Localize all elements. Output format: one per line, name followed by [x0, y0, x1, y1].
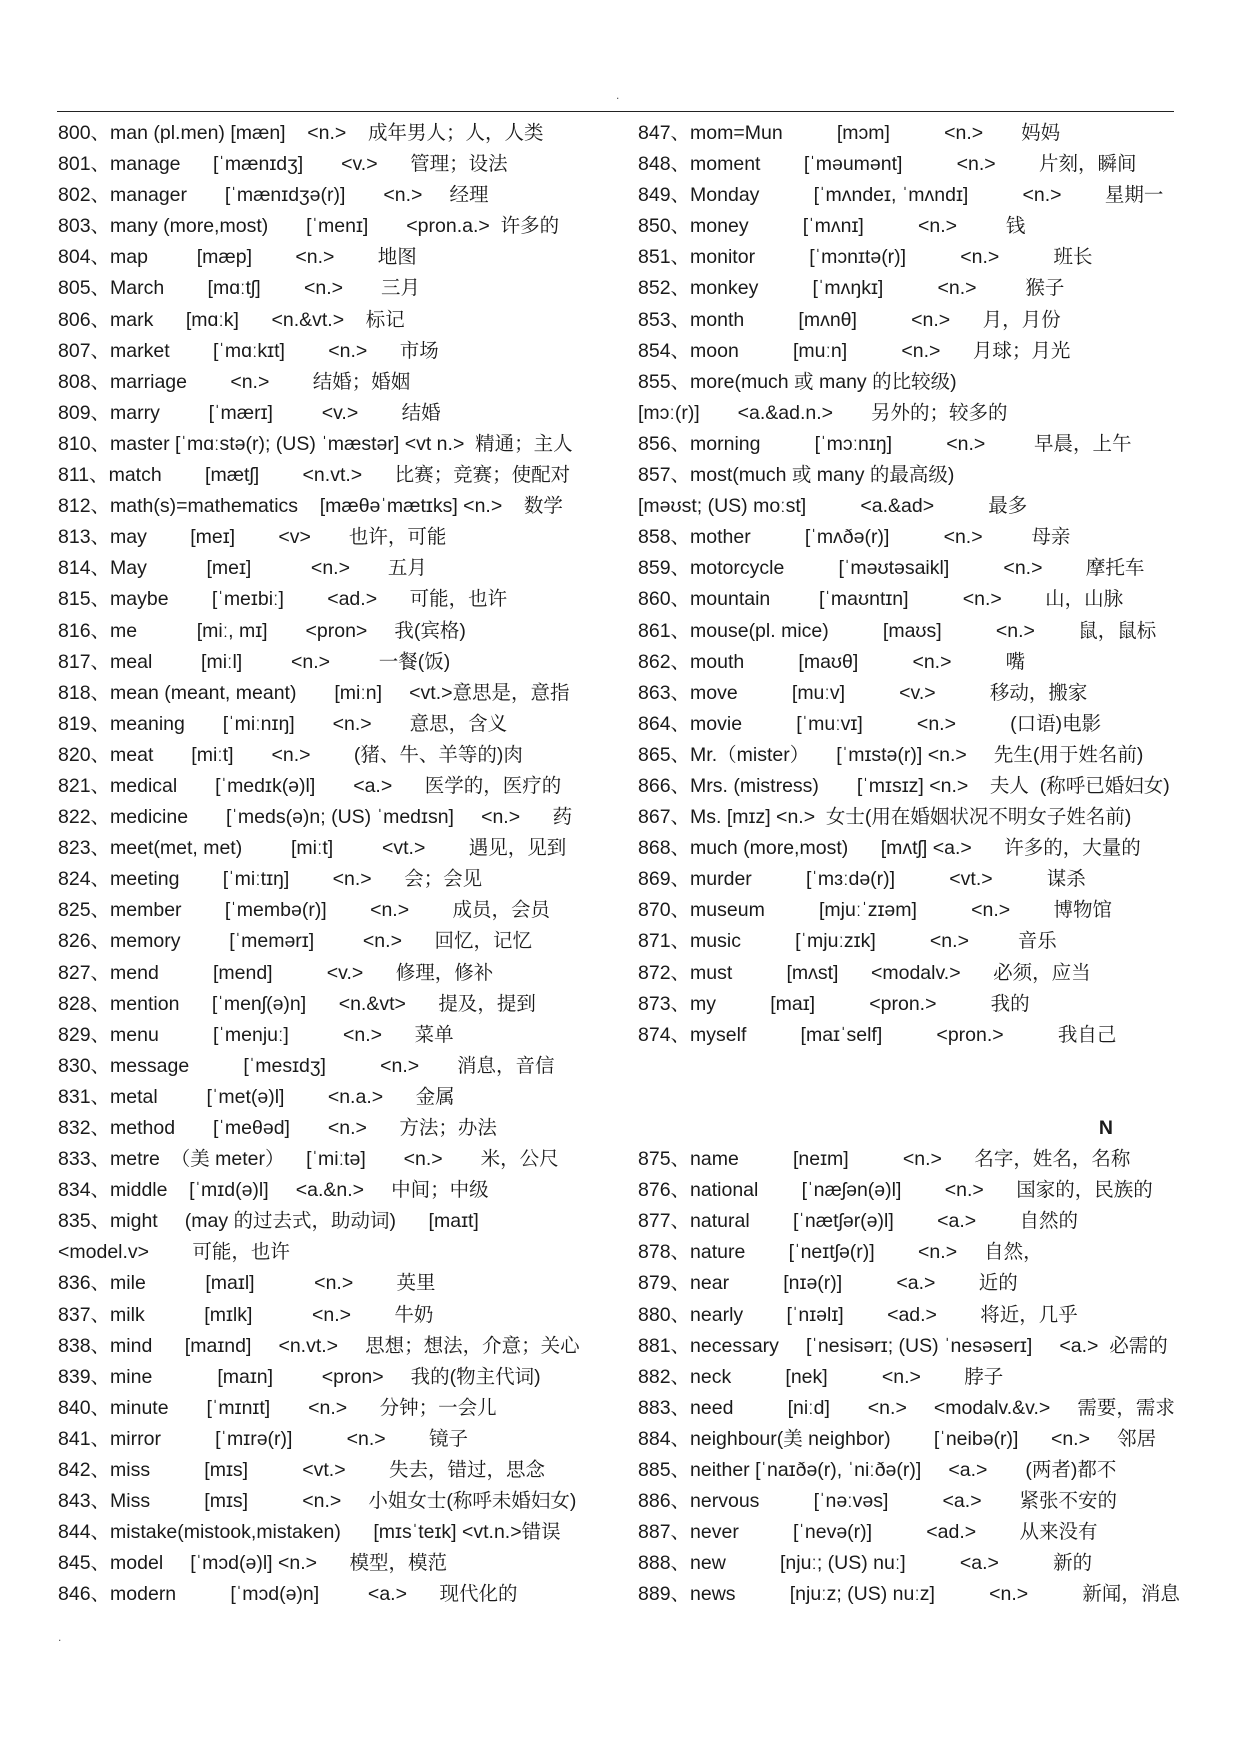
vocab-entry-text: 855、more(much 或 many 的比较级): [638, 370, 957, 393]
vocab-entry: [638, 771, 1198, 802]
vocab-entry-text: 821、medical [ˈmedɪk(ə)l] <a.> 医学的，医疗的: [58, 774, 562, 797]
vocab-entry: [638, 553, 1198, 584]
vocab-entry: [58, 1113, 618, 1144]
vocab-entry-text: 807、market [ˈmɑːkɪt] <n.> 市场: [58, 339, 439, 362]
vocab-entry-text: 802、manager [ˈmænɪdʒə(r)] <n.> 经理: [58, 184, 489, 207]
vocab-entry: [58, 771, 618, 802]
vocab-entry: [638, 926, 1198, 957]
vocab-entry-text: 878、nature [ˈneɪtʃə(r)] <n.> 自然，: [638, 1241, 1043, 1264]
vocab-entry: [638, 1051, 1198, 1082]
vocab-entry-text: 800、man (pl.men) [mæn] <n.> 成年男人；人，人类: [58, 122, 544, 144]
vocab-entry-text: 862、mouth [maʊθ] <n.> 嘴: [638, 650, 1026, 673]
vocab-entry-text: 870、museum [mjuːˈzɪəm] <n.> 博物馆: [638, 899, 1112, 922]
vocab-entry: [58, 305, 618, 336]
vocab-entry-text: 814、May [meɪ] <n.> 五月: [58, 557, 427, 580]
vocab-entry: [638, 1237, 1198, 1268]
vocab-entry-text: 835、might (may 的过去式，助动词) [maɪt]: [58, 1210, 479, 1233]
vocab-entry: [638, 1300, 1198, 1331]
vocab-entry: [58, 1206, 618, 1237]
vocab-entry-text: 871、music [ˈmjuːzɪk] <n.> 音乐: [638, 930, 1057, 953]
vocab-entry-text: 818、mean (meant, meant) [miːn] <vt.>意思是，意指: [58, 681, 570, 704]
vocab-entry-text: 830、message [ˈmesɪdʒ] <n.> 消息，音信: [58, 1054, 555, 1077]
vocab-entry-text: 832、method [ˈmeθəd] <n.> 方法；办法: [58, 1117, 497, 1139]
vocab-entry-text: 880、nearly [ˈnɪəlɪ] <ad.> 将近，几乎: [638, 1303, 1078, 1326]
vocab-entry-text: <model.v> 可能，也许: [58, 1241, 290, 1264]
vocab-entry-text: 887、never [ˈnevə(r)] <ad.> 从来没有: [638, 1521, 1098, 1544]
vocab-entry-text: 808、marriage <n.> 结婚；婚姻: [58, 370, 411, 393]
vocab-entry: [638, 989, 1198, 1020]
vocab-entry: [58, 553, 618, 584]
vocab-entry-text: 852、monkey [ˈmʌŋkɪ] <n.> 猴子: [638, 277, 1065, 300]
vocab-entry-text: 863、move [muːv] <v.> 移动，搬家: [638, 681, 1088, 704]
header-rule: [57, 111, 1174, 112]
vocab-entry: [638, 895, 1198, 926]
vocab-entry: [638, 709, 1198, 740]
vocab-entry-text: 842、miss [mɪs] <vt.> 失去，错过，思念: [58, 1459, 545, 1482]
vocab-entry-text: 877、natural [ˈnætʃər(ə)l] <a.> 自然的: [638, 1210, 1078, 1233]
vocab-entry-text: 867、Ms. [mɪz] <n.> 女士(用在婚姻状况不明女子姓名前): [638, 806, 1132, 829]
vocab-entry: [58, 1051, 618, 1082]
left-column: [58, 118, 618, 1611]
vocab-entry: [58, 273, 618, 304]
vocab-entry: [638, 180, 1198, 211]
vocab-entry-text: [mɔː(r)] <a.&ad.n.> 另外的；较多的: [638, 401, 1008, 424]
vocab-entry-text: [məʊst; (US) moːst] <a.&ad> 最多: [638, 495, 1028, 518]
vocab-entry-text: 872、must [mʌst] <modalv.> 必须，应当: [638, 961, 1091, 984]
vocab-entry: [638, 1268, 1198, 1299]
vocab-entry: [58, 1579, 618, 1610]
vocab-entry: [638, 1020, 1198, 1051]
vocab-entry-text: 853、month [mʌnθ] <n.> 月，月份: [638, 308, 1061, 331]
vocab-entry-text: 837、milk [mɪlk] <n.> 牛奶: [58, 1303, 434, 1326]
vocab-entry: [58, 1237, 618, 1268]
vocab-entry: [58, 1175, 618, 1206]
vocab-entry: [58, 616, 618, 647]
vocab-entry: [638, 1362, 1198, 1393]
vocab-entry: [58, 647, 618, 678]
vocab-entry-text: 813、may [meɪ] <v> 也许，可能: [58, 526, 447, 549]
vocab-entry-text: 819、meaning [ˈmiːnɪŋ] <n.> 意思，含义: [58, 712, 508, 735]
vocab-entry-text: 866、Mrs. (mistress) [ˈmɪsɪz] <n.> 夫人 (称呼已婚妇女): [638, 774, 1170, 797]
vocab-entry: [58, 522, 618, 553]
vocab-entry-text: 873、my [maɪ] <pron.> 我的: [638, 992, 1030, 1015]
vocab-entry-text: 836、mile [maɪl] <n.> 英里: [58, 1272, 436, 1295]
vocab-entry-text: 834、middle [ˈmɪd(ə)l] <a.&n.> 中间；中级: [58, 1179, 489, 1202]
vocab-entry: [58, 895, 618, 926]
vocab-entry: [58, 1362, 618, 1393]
vocab-entry: [638, 1579, 1198, 1610]
vocab-entry: [638, 305, 1198, 336]
vocab-entry-text: 831、metal [ˈmet(ə)l] <n.a.> 金属: [58, 1085, 455, 1108]
vocab-entry-text: 801、manage [ˈmænɪdʒ] <v.> 管理；设法: [58, 153, 508, 176]
vocab-entry: [58, 1424, 618, 1455]
vocab-entry-text: 883、need [niːd] <n.> <modalv.&v.> 需要，需求: [638, 1396, 1175, 1419]
vocab-entry: [58, 989, 618, 1020]
vocab-entry: [58, 429, 618, 460]
vocab-entry-text: 864、movie [ˈmuːvɪ] <n.> (口语)电影: [638, 712, 1102, 735]
vocab-entry: [638, 864, 1198, 895]
vocab-entry-text: 869、murder [ˈmɜːdə(r)] <vt.> 谋杀: [638, 868, 1086, 891]
vocab-entry-text: 851、monitor [ˈmɔnɪtə(r)] <n.> 班长: [638, 246, 1093, 269]
vocab-entry: [58, 1082, 618, 1113]
vocab-entry: [58, 1548, 618, 1579]
vocab-entry: [58, 802, 618, 833]
vocab-entry: [58, 460, 618, 491]
vocab-entry: [58, 1020, 618, 1051]
vocab-entry: [638, 1144, 1198, 1175]
vocab-entry-text: 811、match [mætʃ] <n.vt.> 比赛；竞赛；使配对: [58, 464, 571, 487]
vocab-entry-text: 879、near [nɪə(r)] <a.> 近的: [638, 1272, 1018, 1295]
vocab-entry: [638, 616, 1198, 647]
vocab-entry: [638, 149, 1198, 180]
vocab-entry-text: 875、name [neɪm] <n.> 名字，姓名，名称: [638, 1148, 1131, 1171]
vocab-entry: [638, 273, 1198, 304]
vocab-entry-text: 884、neighbour(美 neighbor) [ˈneibə(r)] <n.> 邻居: [638, 1427, 1157, 1450]
vocab-entry-text: 805、March [mɑːtʃ] <n.> 三月: [58, 277, 420, 300]
vocab-entry: [58, 149, 618, 180]
vocab-entry-text: 874、myself [maɪˈself] <pron.> 我自己: [638, 1023, 1117, 1046]
vocab-entry-text: 868、much (more,most) [mʌtʃ] <a.> 许多的，大量的: [638, 837, 1141, 860]
vocab-entry: [638, 491, 1198, 522]
vocab-entry: [58, 1331, 618, 1362]
vocab-entry-text: 860、mountain [ˈmaʊntɪn] <n.> 山，山脉: [638, 588, 1124, 611]
vocab-entry: [638, 118, 1198, 149]
vocab-entry: [638, 1206, 1198, 1237]
vocab-entry: [638, 398, 1198, 429]
vocab-entry: [638, 1517, 1198, 1548]
vocab-entry: [638, 522, 1198, 553]
vocab-entry-text: 804、map [mæp] <n.> 地图: [58, 246, 417, 269]
vocab-entry: [638, 740, 1198, 771]
vocab-entry-text: 848、moment [ˈməumənt] <n.> 片刻，瞬间: [638, 153, 1137, 176]
vocab-entry-text: 856、morning [ˈmɔːnɪŋ] <n.> 早晨，上午: [638, 432, 1132, 455]
vocab-entry: [638, 1082, 1198, 1113]
vocab-entry: [58, 1455, 618, 1486]
vocab-entry-text: 861、mouse(pl. mice) [maʊs] <n.> 鼠，鼠标: [638, 619, 1157, 642]
vocab-entry: [638, 336, 1198, 367]
vocab-entry-text: 803、many (more,most) [ˈmenɪ] <pron.a.> 许多的: [58, 215, 560, 238]
vocab-entry-text: 858、mother [ˈmʌðə(r)] <n.> 母亲: [638, 526, 1071, 549]
vocab-entry-text: 815、maybe [ˈmeɪbiː] <ad.> 可能，也许: [58, 588, 508, 611]
vocab-entry-text: 838、mind [maɪnd] <n.vt.> 思想；想法，介意；关心: [58, 1334, 580, 1357]
vocab-entry-text: 829、menu [ˈmenjuː] <n.> 菜单: [58, 1023, 454, 1046]
vocab-entry-text: 849、Monday [ˈmʌndeɪ, ˈmʌndɪ] <n.> 星期一: [638, 184, 1164, 207]
vocab-entry-text: 839、mine [maɪn] <pron> 我的(物主代词): [58, 1365, 541, 1388]
vocab-entry-text: 823、meet(met, met) [miːt] <vt.> 遇见，见到: [58, 837, 567, 860]
vocab-entry: [638, 833, 1198, 864]
vocab-entry: [638, 367, 1198, 398]
vocab-entry: [638, 429, 1198, 460]
vocab-entry: [58, 491, 618, 522]
vocab-entry-text: 888、new [njuː; (US) nuː] <a.> 新的: [638, 1552, 1093, 1575]
vocab-entry: [58, 833, 618, 864]
vocab-entry: [638, 802, 1198, 833]
vocab-entry: [638, 678, 1198, 709]
vocab-entry: [638, 242, 1198, 273]
section-heading: [638, 1113, 1198, 1144]
vocab-entry-text: 845、model [ˈmɔd(ə)l] <n.> 模型，模范: [58, 1552, 448, 1575]
vocab-entry: [58, 211, 618, 242]
vocab-entry-text: 826、memory [ˈmemərɪ] <n.> 回忆，记忆: [58, 930, 532, 953]
vocab-entry-text: 816、me [miː, mɪ] <pron> 我(宾格): [58, 619, 466, 642]
vocab-entry: [638, 1548, 1198, 1579]
vocab-entry: [58, 118, 618, 149]
vocab-entry: [58, 926, 618, 957]
vocab-entry: [58, 242, 618, 273]
vocab-entry-text: 854、moon [muːn] <n.> 月球；月光: [638, 339, 1071, 362]
vocab-entry: [638, 958, 1198, 989]
right-column: [638, 118, 1198, 1611]
vocab-entry: [58, 958, 618, 989]
vocab-entry-text: 817、meal [miːl] <n.> 一餐(饭): [58, 650, 451, 673]
vocab-entry-text: 885、neither [ˈnaɪðə(r), ˈniːðə(r)] <a.> (两者)都不: [638, 1459, 1117, 1482]
vocab-entry: [638, 584, 1198, 615]
vocab-entry-text: 843、Miss [mɪs] <n.> 小姐女士(称呼未婚妇女): [58, 1490, 577, 1513]
vocab-entry: [58, 180, 618, 211]
vocab-entry-text: 833、metre （美 meter） [ˈmiːtə] <n.> 米，公尺: [58, 1148, 559, 1171]
vocab-entry: [638, 1331, 1198, 1362]
vocab-entry: [638, 1393, 1198, 1424]
vocab-entry-text: 820、meat [miːt] <n.> (猪、牛、羊等的)肉: [58, 743, 523, 766]
vocab-entry-text: 847、mom=Mun [mɔm] <n.> 妈妈: [638, 122, 1061, 144]
vocab-entry-text: 828、mention [ˈmenʃ(ə)n] <n.&vt> 提及，提到: [58, 992, 536, 1015]
vocab-entry-text: 812、math(s)=mathematics [mæθəˈmætɪks] <n.> 数学: [58, 495, 563, 518]
vocab-entry: [58, 1268, 618, 1299]
vocab-entry: [58, 336, 618, 367]
vocab-entry: [58, 1393, 618, 1424]
vocab-entry-text: 846、modern [ˈmɔd(ə)n] <a.> 现代化的: [58, 1583, 518, 1606]
vocab-entry: [58, 1517, 618, 1548]
vocab-entry: [58, 398, 618, 429]
vocab-entry: [58, 367, 618, 398]
vocab-entry: [638, 1486, 1198, 1517]
vocab-entry-text: 889、news [njuːz; (US) nuːz] <n.> 新闻，消息: [638, 1583, 1180, 1606]
vocab-entry-text: 850、money [ˈmʌnɪ] <n.> 钱: [638, 215, 1026, 238]
vocab-entry-text: 809、marry [ˈmærɪ] <v.> 结婚: [58, 401, 441, 424]
vocab-entry-text: 822、medicine [ˈmeds(ə)n; (US) ˈmedɪsn] <n.> 药: [58, 806, 573, 829]
vocab-entry: [58, 709, 618, 740]
vocab-entry: [638, 647, 1198, 678]
vocab-entry: [58, 1300, 618, 1331]
vocab-entry: [58, 1144, 618, 1175]
header-mark: .: [616, 88, 620, 102]
vocab-entry-text: 840、minute [ˈmɪnɪt] <n.> 分钟；一会儿: [58, 1396, 497, 1419]
vocab-entry-text: 806、mark [mɑːk] <n.&vt.> 标记: [58, 308, 405, 331]
vocab-entry-text: 810、master [ˈmɑːstə(r); (US) ˈmæstər] <vt n.> 精通；主人: [58, 432, 573, 455]
section-letter: N: [1098, 1117, 1113, 1139]
vocab-entry: [638, 1175, 1198, 1206]
vocab-entry-text: 841、mirror [ˈmɪrə(r)] <n.> 镜子: [58, 1427, 469, 1450]
vocab-entry: [638, 460, 1198, 491]
vocab-entry: [58, 678, 618, 709]
vocab-entry: [638, 211, 1198, 242]
vocab-entry-text: 876、national [ˈnæʃən(ə)l] <n.> 国家的，民族的: [638, 1179, 1153, 1202]
vocab-entry-text: 865、Mr.（mister） [ˈmɪstə(r)] <n.> 先生(用于姓名前): [638, 743, 1144, 766]
vocab-entry-text: 857、most(much 或 many 的最高级): [638, 464, 955, 487]
footer-mark: .: [58, 1630, 62, 1644]
vocab-entry: [638, 1455, 1198, 1486]
vocab-entry-text: 827、mend [mend] <v.> 修理，修补: [58, 961, 494, 984]
vocab-entry-text: 882、neck [nek] <n.> 脖子: [638, 1365, 1004, 1388]
vocab-entry: [58, 584, 618, 615]
vocab-entry: [638, 1424, 1198, 1455]
vocab-entry-text: 886、nervous [ˈnəːvəs] <a.> 紧张不安的: [638, 1490, 1118, 1513]
vocab-entry-text: 844、mistake(mistook,mistaken) [mɪsˈteɪk] <vt.n.>错误: [58, 1521, 561, 1544]
vocab-entry: [58, 864, 618, 895]
vocab-entry-text: 825、member [ˈmembə(r)] <n.> 成员，会员: [58, 899, 550, 922]
vocab-entry-text: 881、necessary [ˈnesisərɪ; (US) ˈnesəserɪ] <a.> 必需的: [638, 1334, 1168, 1357]
vocab-entry-text: 859、motorcycle [ˈməʊtəsaikl] <n.> 摩托车: [638, 557, 1145, 580]
vocab-entry-text: 824、meeting [ˈmiːtɪŋ] <n.> 会；会见: [58, 868, 483, 891]
vocab-entry: [58, 1486, 618, 1517]
vocab-entry: [58, 740, 618, 771]
